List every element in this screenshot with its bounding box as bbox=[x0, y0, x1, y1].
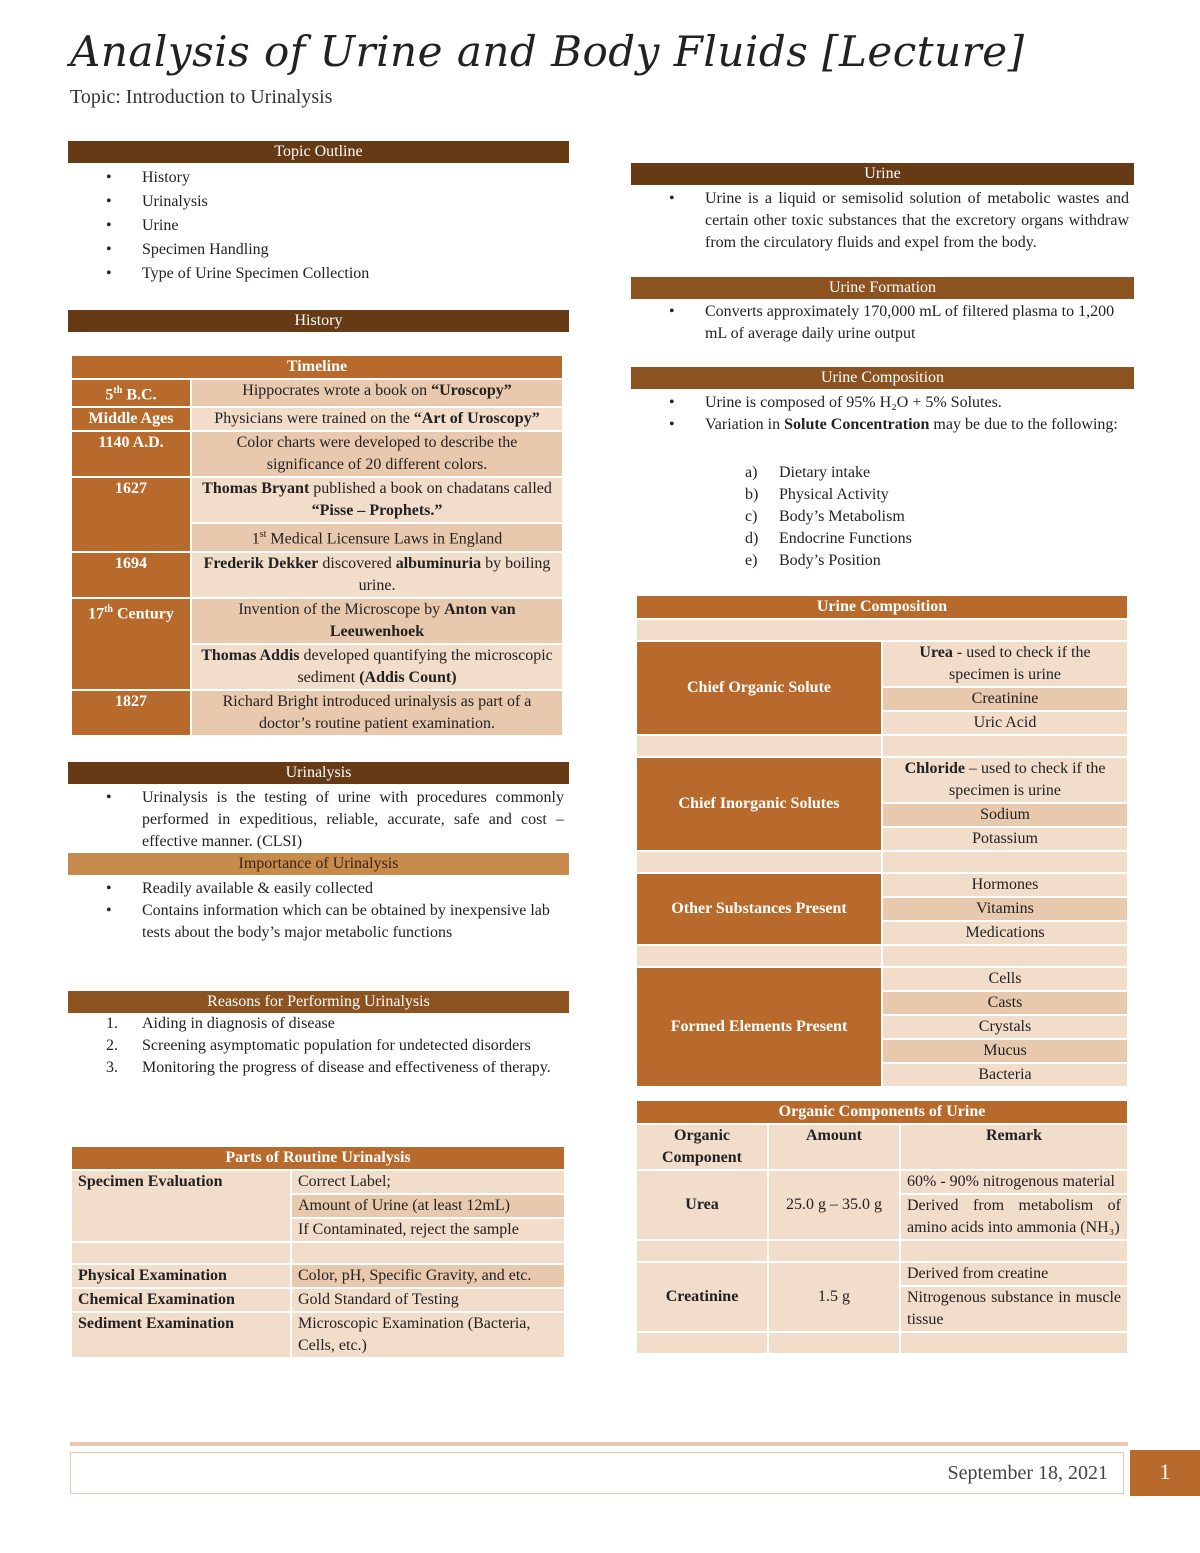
parts-label: Chemical Examination bbox=[71, 1288, 291, 1312]
composition-item: Casts bbox=[882, 991, 1128, 1015]
timeline-event: Thomas Bryant published a book on chadatans called “Pisse – Prophets.” bbox=[191, 477, 563, 523]
list-item: 2. Screening asymptomatic population for undetected disorders bbox=[106, 1037, 531, 1054]
parts-value: Amount of Urine (at least 12mL) bbox=[291, 1194, 565, 1218]
composition-item: Vitamins bbox=[882, 897, 1128, 921]
component-remark: Nitrogenous substance in muscle tissue bbox=[900, 1286, 1128, 1332]
table-row bbox=[71, 690, 563, 736]
list-item: c) Body’s Metabolism bbox=[745, 508, 905, 525]
composition-category: Chief Organic Solute bbox=[636, 641, 882, 735]
timeline-year: 1827 bbox=[71, 690, 191, 736]
list-item: a) Dietary intake bbox=[745, 464, 871, 481]
table-row bbox=[71, 598, 563, 644]
list-item: d) Endocrine Functions bbox=[745, 530, 912, 547]
composition-factors-list bbox=[633, 462, 1129, 572]
list-item: • Variation in Solute Concentration may be due to the following: bbox=[633, 414, 1129, 436]
topic-subtitle: Topic: Introduction to Urinalysis bbox=[70, 86, 333, 108]
list-item: • Contains information which can be obtained by inexpensive lab tests about the body’s major metabolic functions bbox=[70, 900, 564, 944]
timeline-header: Timeline bbox=[71, 355, 563, 379]
urine-composition-list bbox=[633, 392, 1129, 436]
timeline-year: 5th B.C. bbox=[71, 379, 191, 407]
table-row bbox=[636, 1170, 1128, 1194]
composition-item: Potassium bbox=[882, 827, 1128, 851]
parts-header: Parts of Routine Urinalysis bbox=[71, 1146, 565, 1170]
footer-date: September 18, 2021 bbox=[947, 1462, 1108, 1484]
urine-formation-header: Urine Formation bbox=[631, 277, 1134, 299]
list-item: • Readily available & easily collected bbox=[70, 878, 564, 900]
column-header: Remark bbox=[900, 1124, 1128, 1170]
urine-header: Urine bbox=[631, 163, 1134, 185]
column-header: Organic Component bbox=[636, 1124, 768, 1170]
composition-item: Mucus bbox=[882, 1039, 1128, 1063]
table-row bbox=[636, 967, 1128, 991]
timeline-year: 1694 bbox=[71, 552, 191, 598]
list-item: • History bbox=[70, 166, 570, 190]
timeline-event: Thomas Addis developed quantifying the microscopic sediment (Addis Count) bbox=[191, 644, 563, 690]
timeline-year: Middle Ages bbox=[71, 407, 191, 431]
component-remark: Derived from creatine bbox=[900, 1262, 1128, 1286]
list-item: • Specimen Handling bbox=[70, 238, 570, 262]
parts-value: Correct Label; bbox=[291, 1170, 565, 1194]
urine-formation-list bbox=[633, 301, 1129, 345]
parts-value: Color, pH, Specific Gravity, and etc. bbox=[291, 1264, 565, 1288]
component-name: Creatinine bbox=[636, 1262, 768, 1332]
topic-outline-list bbox=[70, 166, 570, 286]
composition-item: Urea - used to check if the specimen is urine bbox=[882, 641, 1128, 687]
organic-components-table bbox=[635, 1099, 1129, 1355]
timeline-year: 17th Century bbox=[71, 598, 191, 690]
component-remark: Derived from metabolism of amino acids into ammonia (NH₃) bbox=[900, 1194, 1128, 1240]
component-amount: 1.5 g bbox=[768, 1262, 900, 1332]
parts-label: Sediment Examination bbox=[71, 1312, 291, 1358]
table-row bbox=[71, 552, 563, 598]
composition-item: Sodium bbox=[882, 803, 1128, 827]
importance-header: Importance of Urinalysis bbox=[68, 853, 569, 875]
list-item: 1. Aiding in diagnosis of disease bbox=[106, 1015, 335, 1032]
composition-category: Chief Inorganic Solutes bbox=[636, 757, 882, 851]
list-item: e) Body’s Position bbox=[745, 552, 881, 569]
list-item: • Urine bbox=[70, 214, 570, 238]
urine-composition-header: Urine Composition bbox=[631, 367, 1134, 389]
table-row bbox=[636, 1262, 1128, 1286]
list-item: • Type of Urine Specimen Collection bbox=[70, 262, 570, 286]
composition-item: Medications bbox=[882, 921, 1128, 945]
list-item: • Urinalysis bbox=[70, 190, 570, 214]
parts-label: Specimen Evaluation bbox=[71, 1170, 291, 1242]
page-title: Analysis of Urine and Body Fluids [Lecture] bbox=[70, 27, 1025, 76]
timeline-event: 1st Medical Licensure Laws in England bbox=[191, 523, 563, 551]
list-item: 3. Monitoring the progress of disease and effectiveness of therapy. bbox=[106, 1059, 551, 1076]
routine-urinalysis-table bbox=[70, 1145, 566, 1359]
composition-category: Formed Elements Present bbox=[636, 967, 882, 1087]
table-row bbox=[71, 1170, 565, 1194]
parts-value: If Contaminated, reject the sample bbox=[291, 1218, 565, 1242]
reasons-list bbox=[70, 1013, 566, 1079]
table-row bbox=[71, 477, 563, 523]
composition-item: Creatinine bbox=[882, 687, 1128, 711]
footer-divider bbox=[70, 1442, 1128, 1446]
table-row bbox=[71, 1288, 565, 1312]
table-row bbox=[71, 1264, 565, 1288]
timeline-event: Physicians were trained on the “Art of Uroscopy” bbox=[191, 407, 563, 431]
urinalysis-header: Urinalysis bbox=[68, 762, 569, 784]
timeline-event: Richard Bright introduced urinalysis as part of a doctor’s routine patient examination. bbox=[191, 690, 563, 736]
column-header: Amount bbox=[768, 1124, 900, 1170]
component-amount: 25.0 g – 35.0 g bbox=[768, 1170, 900, 1240]
urinalysis-definition bbox=[70, 787, 564, 853]
list-item: • Urine is a liquid or semisolid solution of metabolic wastes and certain other toxic substances that the excretory organs withdraw from the circulatory fluids and expel from the body. bbox=[633, 188, 1129, 254]
list-item: • Converts approximately 170,000 mL of filtered plasma to 1,200 mL of average daily urine output bbox=[633, 301, 1129, 345]
table-row bbox=[71, 431, 563, 477]
table-row bbox=[71, 1312, 565, 1358]
composition-table-header: Urine Composition bbox=[636, 595, 1128, 619]
component-name: Urea bbox=[636, 1170, 768, 1240]
composition-item: Chloride – used to check if the specimen is urine bbox=[882, 757, 1128, 803]
table-row bbox=[636, 873, 1128, 897]
composition-item: Cells bbox=[882, 967, 1128, 991]
parts-value: Microscopic Examination (Bacteria, Cells, etc.) bbox=[291, 1312, 565, 1358]
importance-list bbox=[70, 878, 564, 944]
timeline-event: Invention of the Microscope by Anton van Leeuwenhoek bbox=[191, 598, 563, 644]
list-item: • Urine is composed of 95% H₂O + 5% Solutes. bbox=[633, 392, 1129, 414]
page-number: 1 bbox=[1130, 1450, 1200, 1496]
composition-category: Other Substances Present bbox=[636, 873, 882, 945]
composition-item: Hormones bbox=[882, 873, 1128, 897]
topic-outline-header: Topic Outline bbox=[68, 141, 569, 163]
table-row bbox=[71, 407, 563, 431]
urine-definition bbox=[633, 188, 1129, 254]
urine-composition-table bbox=[635, 594, 1129, 1088]
list-item: b) Physical Activity bbox=[745, 486, 889, 503]
component-remark: 60% - 90% nitrogenous material bbox=[900, 1170, 1128, 1194]
list-item: • Urinalysis is the testing of urine with procedures commonly performed in expeditious, reliable, accurate, safe and cost – effective manner. (CLSI) bbox=[70, 787, 564, 853]
timeline-table bbox=[70, 354, 564, 737]
composition-item: Uric Acid bbox=[882, 711, 1128, 735]
table-row bbox=[636, 1124, 1128, 1170]
reasons-header: Reasons for Performing Urinalysis bbox=[68, 991, 569, 1013]
composition-item: Bacteria bbox=[882, 1063, 1128, 1087]
table-row bbox=[71, 1242, 565, 1264]
composition-item: Crystals bbox=[882, 1015, 1128, 1039]
timeline-year: 1627 bbox=[71, 477, 191, 551]
history-header: History bbox=[68, 310, 569, 332]
organic-table-header: Organic Components of Urine bbox=[636, 1100, 1128, 1124]
table-row bbox=[636, 757, 1128, 803]
timeline-event: Color charts were developed to describe the significance of 20 different colors. bbox=[191, 431, 563, 477]
timeline-event: Hippocrates wrote a book on “Uroscopy” bbox=[191, 379, 563, 407]
timeline-year: 1140 A.D. bbox=[71, 431, 191, 477]
parts-label: Physical Examination bbox=[71, 1264, 291, 1288]
table-row bbox=[636, 641, 1128, 687]
timeline-event: Frederik Dekker discovered albuminuria by boiling urine. bbox=[191, 552, 563, 598]
table-row bbox=[71, 379, 563, 407]
parts-value: Gold Standard of Testing bbox=[291, 1288, 565, 1312]
